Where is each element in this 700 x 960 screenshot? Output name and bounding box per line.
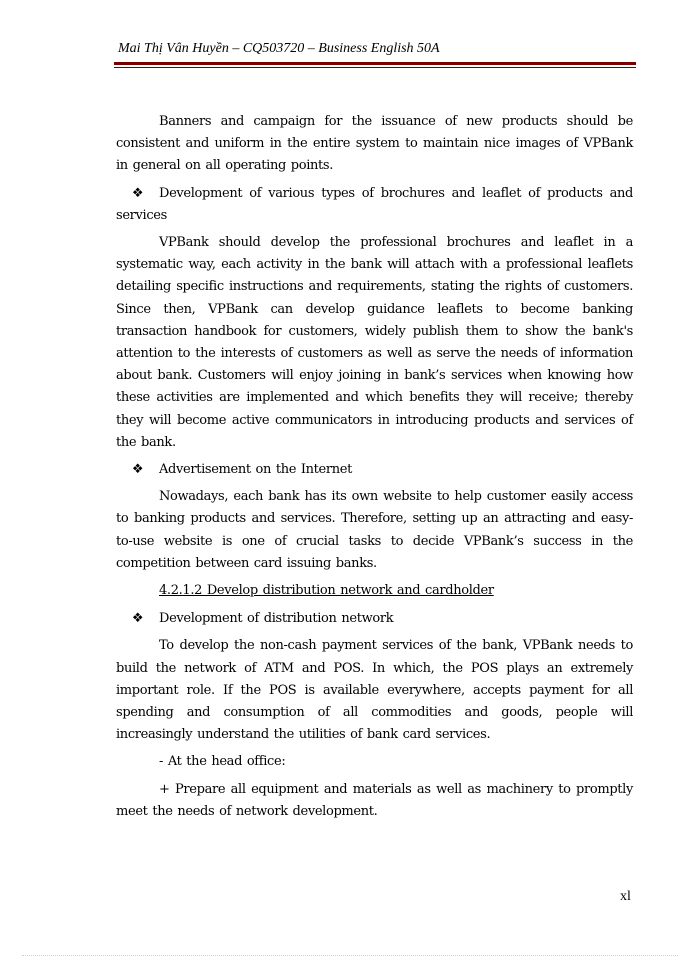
paragraph-brochures: VPBank should develop the professional brochures and leaflet in a systematic way, each activity in the bank will attach with a professional leaflets detailing specific instructions and requirements, stating the rights of customers. Since then, VPBank can develop guidance leaflets to become banking transaction handbook for customers, widely publish them to show the bank's attention to the interests of customers as well as serve the needs of information about bank. Customers will enjoy joining in bank’s services when knowing how these activities are implemented and which benefits they will receive; thereby they will become active communicators in introducing products and services of the bank. <box>116 235 633 450</box>
section-heading-text: 4.2.1.2 Develop distribution network and cardholder <box>159 583 494 599</box>
footer-divider <box>22 955 678 956</box>
paragraph-website: Nowadays, each bank has its own website to help customer easily access to banking products and services. Therefore, setting up an attracting and easy-to-use website is one of crucial tasks to decide VPBank’s success in the competition between card issuing banks. <box>116 489 633 571</box>
diamond-bullet-icon: ❖ <box>131 185 144 201</box>
bullet-internet-text: Advertisement on the Internet <box>159 462 352 478</box>
bullet-distribution <box>116 608 633 630</box>
bullet-internet <box>116 459 633 481</box>
page-body <box>116 111 633 828</box>
diamond-bullet-icon: ❖ <box>131 462 144 478</box>
paragraph-banners: Banners and campaign for the issuance of new products should be consistent and uniform in the entire system to maintain nice images of VPBank in general on all operating points. <box>116 114 633 174</box>
paragraph-head-office: - At the head office: <box>159 754 286 770</box>
diamond-bullet-icon: ❖ <box>131 611 144 627</box>
header-rule-thin <box>114 67 636 68</box>
page-number: xl <box>620 889 631 904</box>
section-heading <box>116 580 633 602</box>
running-header: Mai Thị Vân Huyền – CQ503720 – Business English 50A <box>118 41 440 56</box>
header-rule-thick <box>114 62 636 65</box>
bullet-brochures-text: Development of various types of brochures and leaflet of products and services <box>116 185 633 223</box>
paragraph-prepare: + Prepare all equipment and materials as well as machinery to promptly meet the needs of network development. <box>116 781 633 819</box>
paragraph-network: To develop the non-cash payment services of the bank, VPBank needs to build the network of ATM and POS. In which, the POS plays an extremely important role. If the POS is available everywhere, accepts payment for all spending and consumption of all commodities and goods, people will increasingly understand the utilities of bank card services. <box>116 638 633 743</box>
bullet-distribution-text: Development of distribution network <box>159 611 394 627</box>
bullet-brochures <box>116 183 633 227</box>
